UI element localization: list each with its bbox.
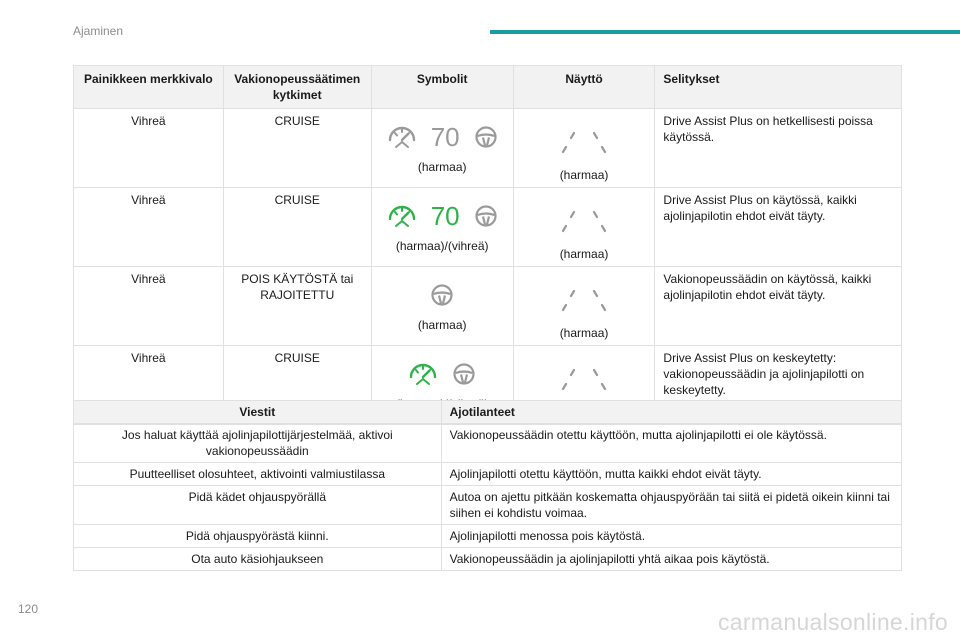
table-row [74,267,902,346]
speedometer-icon [387,123,417,151]
speed-value: 70 [430,201,460,231]
speed-value: 70 [430,122,460,152]
message-cell: Pidä kädet ohjauspyörällä [74,486,442,525]
table-row [74,525,902,548]
lane-markings-icon [554,202,614,242]
column-header: Näyttö [513,66,655,109]
description-cell: Vakionopeussäädin on käytössä, kaikki ajolinjapilotin ehdot eivät täyty. [655,267,902,346]
table-row [74,486,902,525]
display-cell [513,109,655,188]
steering-wheel-icon [452,362,476,386]
situation-cell: Vakionopeussäädin otettu käyttöön, mutta ajolinjapilotti ei ole käytössä. [441,424,901,463]
column-header: Symbolit [371,66,513,109]
display-caption: (harmaa) [559,168,609,182]
status-table [73,65,902,425]
speedometer-icon [408,360,438,388]
steering-wheel-icon [430,283,454,307]
lane-markings-icon [554,123,614,163]
symbol-caption: (harmaa) [417,318,467,332]
messages-table [73,400,902,571]
column-header: Painikkeen merkkivalo [74,66,224,109]
steering-wheel-icon [474,125,498,149]
indicator-cell: Vihreä [74,267,224,346]
symbol-caption: (harmaa) [417,160,467,174]
messages-table-header [74,401,902,424]
lane-markings-icon [554,281,614,321]
indicator-cell: Vihreä [74,188,224,267]
display-cell [513,188,655,267]
message-cell: Pidä ohjauspyörästä kiinni. [74,525,442,548]
page-number: 120 [18,602,39,616]
message-cell: Jos haluat käyttää ajolinjapilottijärjestelmää, aktivoi vakionopeussäädin [74,424,442,463]
display-caption: (harmaa) [559,326,609,340]
table-row [74,109,902,188]
table-row [74,463,902,486]
column-header: Vakionopeussäätimen kytkimet [223,66,371,109]
lane-markings-icon [554,360,614,400]
switch-cell: CRUISE [223,346,371,425]
table-row [74,424,902,463]
symbol-cell [371,267,513,346]
description-cell: Drive Assist Plus on keskeytetty: vakionopeussäädin ja ajolinjapilotti on keskeytetty. [655,346,902,425]
message-cell: Puutteelliset olosuhteet, aktivointi valmiustilassa [74,463,442,486]
situation-cell: Ajolinjapilotti menossa pois käytöstä. [441,525,901,548]
steering-wheel-icon [474,204,498,228]
status-table-header [74,66,902,109]
display-cell [513,267,655,346]
switch-cell: POIS KÄYTÖSTÄ tai RAJOITETTU [223,267,371,346]
column-header: Selitykset [655,66,902,109]
column-header: Viestit [74,401,442,424]
display-caption: (harmaa) [559,247,609,261]
header-accent-bar [490,30,960,34]
description-cell: Drive Assist Plus on hetkellisesti poissa käytössä. [655,109,902,188]
table-row [74,188,902,267]
situation-cell: Vakionopeussäädin ja ajolinjapilotti yhtä aikaa pois käytöstä. [441,548,901,571]
speedometer-icon [387,202,417,230]
section-label: Ajaminen [73,24,124,38]
situation-cell: Ajolinjapilotti otettu käyttöön, mutta kaikki ehdot eivät täyty. [441,463,901,486]
message-cell: Ota auto käsiohjaukseen [74,548,442,571]
indicator-cell: Vihreä [74,346,224,425]
switch-cell: CRUISE [223,109,371,188]
description-cell: Drive Assist Plus on käytössä, kaikki ajolinjapilotin ehdot eivät täyty. [655,188,902,267]
indicator-cell: Vihreä [74,109,224,188]
table-row [74,548,902,571]
switch-cell: CRUISE [223,188,371,267]
situation-cell: Autoa on ajettu pitkään koskematta ohjauspyörään tai siitä ei pidetä oikein kiinni tai siihen ei kohdistu voimaa. [441,486,901,525]
symbol-caption: (harmaa)/(vihreä) [395,239,489,253]
symbol-cell [371,188,513,267]
column-header: Ajotilanteet [441,401,901,424]
symbol-cell [371,109,513,188]
watermark: carmanualsonline.info [717,609,948,635]
